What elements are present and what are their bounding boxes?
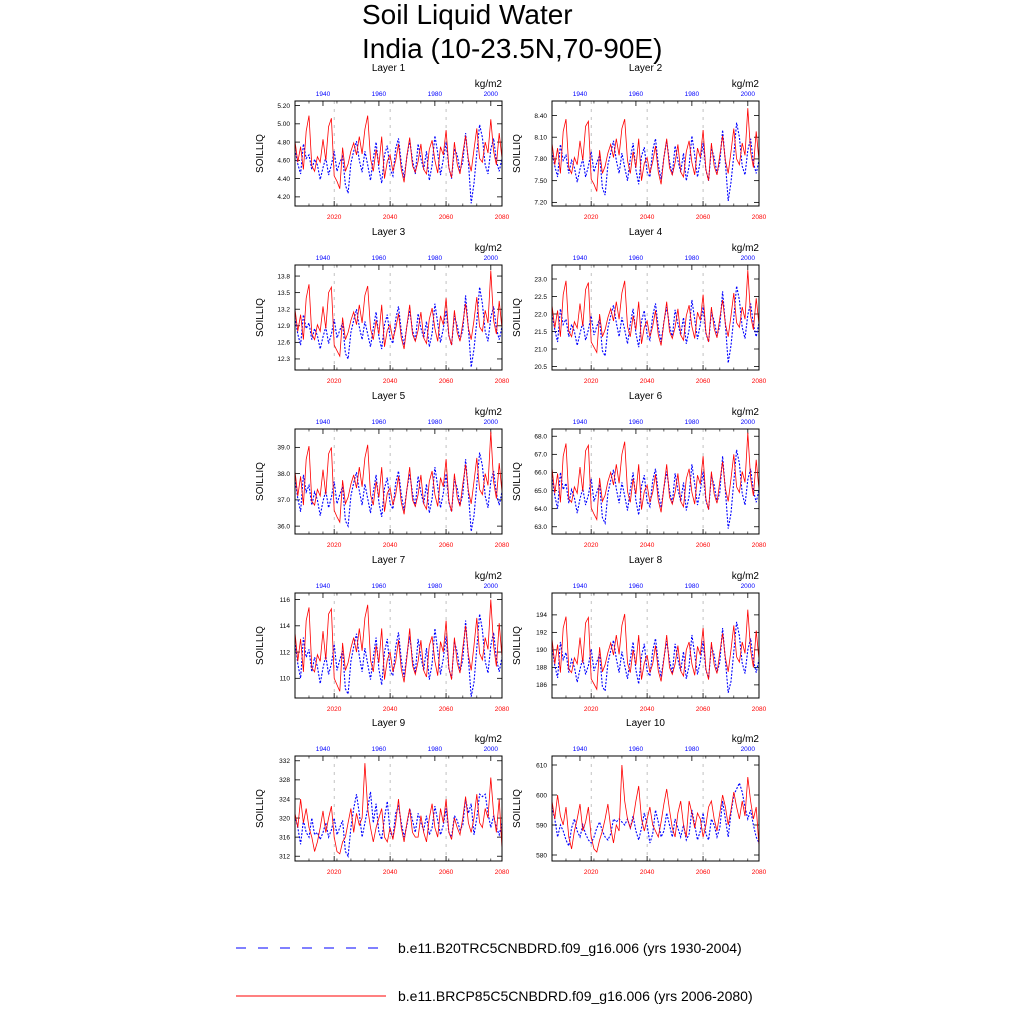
y-tick-label: 112	[279, 649, 290, 657]
panel-units: kg/m2	[731, 734, 759, 745]
figure-title-line2: India (10-23.5N,70-90E)	[362, 33, 663, 64]
panel-title: Layer 8	[628, 555, 663, 566]
x-bottom-tick-label: 2080	[494, 542, 510, 549]
y-tick-label: 190	[536, 647, 547, 655]
y-tick-label: 192	[536, 629, 547, 637]
x-top-tick-label: 1980	[684, 91, 700, 98]
x-top-tick-label: 2000	[483, 746, 499, 753]
legend-label-historical: b.e11.B20TRC5CNBDRD.f09_g16.006 (yrs 1930-2004)	[398, 940, 742, 956]
panel-title: Layer 1	[371, 63, 406, 74]
panel-units: kg/m2	[731, 79, 759, 90]
x-bottom-tick-label: 2040	[382, 378, 398, 385]
x-bottom-tick-label: 2060	[438, 214, 454, 221]
y-tick-label: 110	[279, 675, 290, 683]
y-axis-label: SOILLIQ	[255, 789, 266, 828]
panel-title: Layer 3	[371, 227, 406, 238]
x-top-tick-label: 1980	[684, 583, 700, 590]
y-tick-label: 580	[536, 852, 547, 860]
y-axis-label: SOILLIQ	[512, 789, 523, 828]
y-tick-label: 7.50	[534, 177, 547, 185]
panel-title: Layer 10	[626, 718, 665, 729]
x-bottom-tick-label: 2040	[382, 542, 398, 549]
y-tick-label: 12.3	[277, 356, 290, 364]
y-axis-label: SOILLIQ	[512, 462, 523, 501]
x-top-tick-label: 1960	[628, 91, 644, 98]
x-top-tick-label: 2000	[740, 746, 756, 753]
x-bottom-tick-label: 2080	[751, 214, 767, 221]
x-top-tick-label: 1980	[427, 91, 443, 98]
x-bottom-tick-label: 2080	[494, 706, 510, 713]
y-tick-label: 68.0	[534, 433, 547, 441]
y-tick-label: 4.60	[277, 157, 290, 165]
panel-units: kg/m2	[731, 243, 759, 254]
x-bottom-tick-label: 2060	[438, 378, 454, 385]
y-tick-label: 324	[279, 796, 290, 804]
x-top-tick-label: 1980	[427, 419, 443, 426]
y-tick-label: 38.0	[277, 470, 290, 478]
x-bottom-tick-label: 2060	[695, 706, 711, 713]
x-top-tick-label: 1960	[371, 583, 387, 590]
legend-label-rcp85: b.e11.BRCP85C5CNBDRD.f09_g16.006 (yrs 2006-2080)	[398, 988, 753, 1004]
y-tick-label: 37.0	[277, 497, 290, 505]
y-tick-label: 7.80	[534, 156, 547, 164]
x-bottom-tick-label: 2020	[583, 214, 599, 221]
x-top-tick-label: 1980	[427, 583, 443, 590]
y-tick-label: 332	[279, 758, 290, 766]
x-top-tick-label: 1980	[427, 746, 443, 753]
y-tick-label: 23.0	[534, 276, 547, 284]
y-axis-label: SOILLIQ	[512, 134, 523, 173]
x-bottom-tick-label: 2060	[438, 869, 454, 876]
x-top-tick-label: 2000	[483, 91, 499, 98]
y-tick-label: 188	[536, 664, 547, 672]
y-tick-label: 114	[279, 623, 290, 631]
x-bottom-tick-label: 2020	[583, 378, 599, 385]
x-bottom-tick-label: 2020	[583, 706, 599, 713]
x-bottom-tick-label: 2080	[751, 869, 767, 876]
y-tick-label: 12.9	[277, 323, 290, 331]
y-tick-label: 21.5	[534, 328, 547, 336]
y-axis-label: SOILLIQ	[255, 462, 266, 501]
x-top-tick-label: 2000	[740, 91, 756, 98]
y-tick-label: 64.0	[534, 505, 547, 513]
x-bottom-tick-label: 2040	[639, 706, 655, 713]
panel-title: Layer 2	[628, 63, 663, 74]
x-top-tick-label: 1940	[572, 583, 588, 590]
x-bottom-tick-label: 2020	[583, 542, 599, 549]
panel-units: kg/m2	[731, 407, 759, 418]
x-bottom-tick-label: 2020	[326, 214, 342, 221]
x-bottom-tick-label: 2020	[326, 378, 342, 385]
x-top-tick-label: 1960	[371, 419, 387, 426]
x-top-tick-label: 1980	[684, 255, 700, 262]
x-top-tick-label: 1940	[572, 419, 588, 426]
x-top-tick-label: 1940	[315, 583, 331, 590]
x-top-tick-label: 1960	[628, 746, 644, 753]
x-bottom-tick-label: 2020	[326, 869, 342, 876]
y-tick-label: 7.20	[534, 199, 547, 207]
x-bottom-tick-label: 2060	[438, 706, 454, 713]
panel-units: kg/m2	[731, 571, 759, 582]
x-top-tick-label: 1980	[684, 746, 700, 753]
x-bottom-tick-label: 2060	[695, 869, 711, 876]
y-tick-label: 610	[536, 762, 547, 770]
x-top-tick-label: 1940	[315, 91, 331, 98]
x-top-tick-label: 2000	[483, 255, 499, 262]
y-tick-label: 66.0	[534, 469, 547, 477]
y-axis-label: SOILLIQ	[512, 298, 523, 337]
panel-title: Layer 4	[628, 227, 663, 238]
y-tick-label: 4.20	[277, 194, 290, 202]
y-tick-label: 8.10	[534, 134, 547, 142]
y-tick-label: 328	[279, 777, 290, 785]
y-tick-label: 194	[536, 612, 547, 620]
x-bottom-tick-label: 2080	[494, 378, 510, 385]
x-bottom-tick-label: 2080	[494, 869, 510, 876]
y-tick-label: 312	[279, 853, 290, 861]
y-axis-label: SOILLIQ	[255, 626, 266, 665]
x-bottom-tick-label: 2080	[751, 378, 767, 385]
x-top-tick-label: 1960	[628, 583, 644, 590]
y-tick-label: 13.8	[277, 273, 290, 281]
x-top-tick-label: 1980	[684, 419, 700, 426]
x-top-tick-label: 1940	[315, 746, 331, 753]
x-bottom-tick-label: 2020	[583, 869, 599, 876]
x-top-tick-label: 2000	[483, 419, 499, 426]
x-bottom-tick-label: 2060	[695, 214, 711, 221]
y-tick-label: 20.5	[534, 363, 547, 371]
y-tick-label: 12.6	[277, 339, 290, 347]
y-tick-label: 65.0	[534, 487, 547, 495]
y-tick-label: 316	[279, 834, 290, 842]
y-axis-label: SOILLIQ	[255, 298, 266, 337]
y-tick-label: 39.0	[277, 444, 290, 452]
y-tick-label: 5.00	[277, 121, 290, 129]
x-bottom-tick-label: 2040	[639, 869, 655, 876]
x-top-tick-label: 1940	[572, 91, 588, 98]
y-tick-label: 67.0	[534, 451, 547, 459]
y-tick-label: 186	[536, 682, 547, 690]
panel-title: Layer 5	[371, 391, 406, 402]
x-top-tick-label: 1940	[315, 419, 331, 426]
y-tick-label: 116	[279, 596, 290, 604]
x-bottom-tick-label: 2040	[382, 869, 398, 876]
y-tick-label: 22.0	[534, 311, 547, 319]
y-axis-label: SOILLIQ	[512, 626, 523, 665]
x-top-tick-label: 1960	[371, 746, 387, 753]
y-tick-label: 13.5	[277, 289, 290, 297]
panel-title: Layer 9	[371, 718, 406, 729]
x-top-tick-label: 1960	[371, 255, 387, 262]
panel-title: Layer 6	[628, 391, 663, 402]
y-tick-label: 36.0	[277, 523, 290, 531]
y-tick-label: 320	[279, 815, 290, 823]
y-tick-label: 590	[536, 822, 547, 830]
panel-units: kg/m2	[474, 79, 502, 90]
x-top-tick-label: 1940	[315, 255, 331, 262]
y-tick-label: 21.0	[534, 346, 547, 354]
y-tick-label: 22.5	[534, 293, 547, 301]
x-top-tick-label: 1960	[628, 419, 644, 426]
x-bottom-tick-label: 2080	[494, 214, 510, 221]
x-top-tick-label: 2000	[740, 583, 756, 590]
panel-title: Layer 7	[371, 555, 406, 566]
panel-units: kg/m2	[474, 734, 502, 745]
x-bottom-tick-label: 2040	[639, 214, 655, 221]
x-top-tick-label: 2000	[483, 583, 499, 590]
x-bottom-tick-label: 2060	[695, 542, 711, 549]
y-tick-label: 63.0	[534, 524, 547, 532]
x-bottom-tick-label: 2020	[326, 706, 342, 713]
x-bottom-tick-label: 2040	[639, 542, 655, 549]
y-axis-label: SOILLIQ	[255, 134, 266, 173]
x-top-tick-label: 2000	[740, 419, 756, 426]
x-bottom-tick-label: 2020	[326, 542, 342, 549]
panel-units: kg/m2	[474, 571, 502, 582]
figure-title-line1: Soil Liquid Water	[362, 0, 573, 30]
y-tick-label: 4.40	[277, 175, 290, 183]
panel-units: kg/m2	[474, 243, 502, 254]
x-top-tick-label: 2000	[740, 255, 756, 262]
x-top-tick-label: 1940	[572, 746, 588, 753]
x-top-tick-label: 1960	[371, 91, 387, 98]
x-bottom-tick-label: 2060	[438, 542, 454, 549]
x-bottom-tick-label: 2080	[751, 706, 767, 713]
y-tick-label: 8.40	[534, 112, 547, 120]
y-tick-label: 4.80	[277, 139, 290, 147]
y-tick-label: 600	[536, 792, 547, 800]
x-bottom-tick-label: 2040	[382, 214, 398, 221]
panel-units: kg/m2	[474, 407, 502, 418]
x-top-tick-label: 1960	[628, 255, 644, 262]
x-bottom-tick-label: 2060	[695, 378, 711, 385]
y-tick-label: 13.2	[277, 306, 290, 314]
x-top-tick-label: 1980	[427, 255, 443, 262]
x-top-tick-label: 1940	[572, 255, 588, 262]
y-tick-label: 5.20	[277, 102, 290, 110]
x-bottom-tick-label: 2040	[382, 706, 398, 713]
x-bottom-tick-label: 2080	[751, 542, 767, 549]
x-bottom-tick-label: 2040	[639, 378, 655, 385]
